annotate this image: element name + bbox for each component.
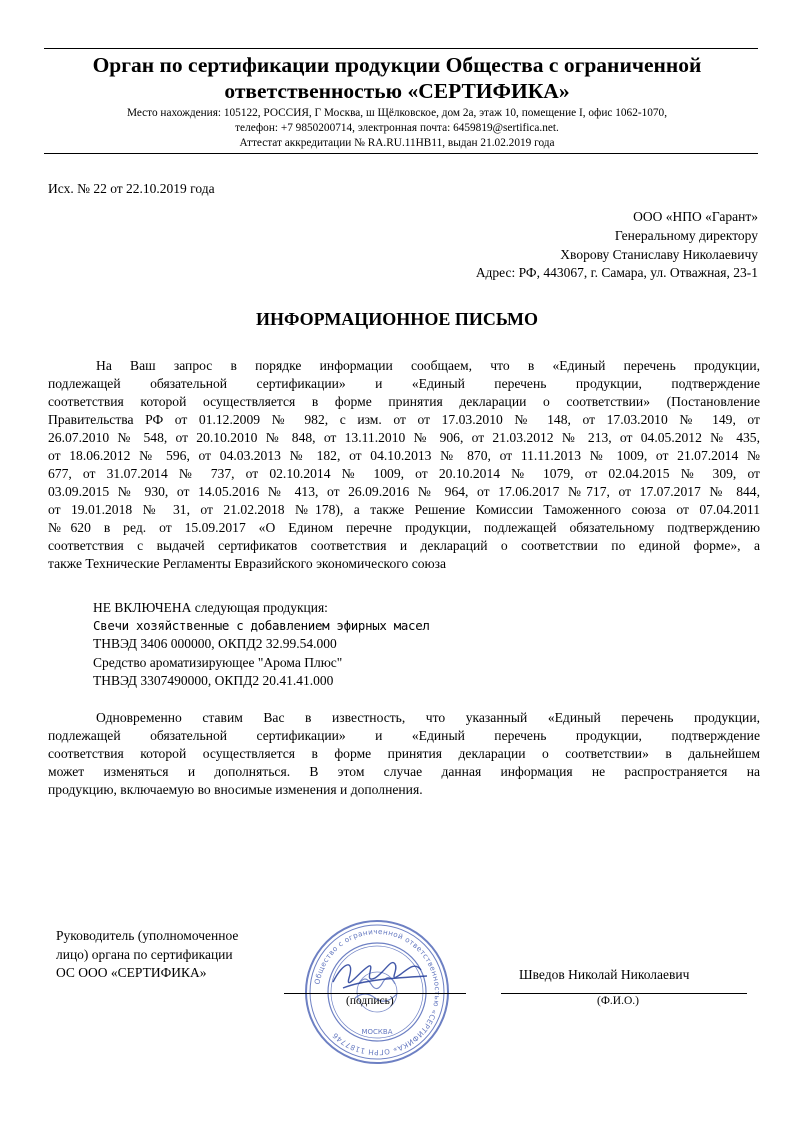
paragraph-1-line: также Технические Регламенты Евразийского экономического союза <box>48 556 447 571</box>
paragraph-2-line: подлежащей обязательной сертификации» и «Единый перечень продукции, подтверждение <box>48 728 760 743</box>
header-top-rule <box>44 48 758 49</box>
paragraph-1-line: На Ваш запрос в порядке информации сообщаем, что в «Единый перечень продукции, <box>96 358 760 373</box>
svg-text:МОСКВА: МОСКВА <box>361 1028 393 1036</box>
paragraph-1-line: 03.09.2015 № 930, от 14.05.2016 № 413, от 26.09.2016 № 964, от 17.06.2017 №717, от 17.07.2017 № 844, <box>48 484 760 499</box>
paragraph-2-line: продукцию, включаемую во вносимые изменения и дополнения. <box>48 782 423 797</box>
signer-name: Шведов Николай Николаевич <box>519 967 690 982</box>
addressee-company: ООО «НПО «Гарант» <box>633 209 758 224</box>
product-2-name: Средство ароматизирующее "Арома Плюс" <box>93 655 343 670</box>
accreditation-certificate: Аттестат аккредитации № RA.RU.11HB11, выдан 21.02.2019 года <box>239 137 555 149</box>
handwritten-signature <box>333 963 427 988</box>
organization-title-line2: ответственностью «СЕРТИФИКА» <box>224 79 570 103</box>
paragraph-2-line: может изменяться и дополняться. В этом случае данная информация не распространяется на <box>48 764 760 779</box>
paragraph-2-line: соответствия которой осуществляется в форме принятия декларации о соответствии» в дальнейшем <box>48 746 760 761</box>
letter-title: ИНФОРМАЦИОННОЕ ПИСЬМО <box>255 309 538 329</box>
signatory-role-line3: ОС ООО «СЕРТИФИКА» <box>56 965 207 980</box>
signature-line <box>284 993 466 994</box>
product-1-name: Свечи хозяйственные с добавлением эфирных масел <box>93 618 430 633</box>
paragraph-1-line: 26.07.2010 № 548, от 20.10.2010 № 848, от 13.11.2010 № 906, от 21.03.2012 № 213, от 04.05.2012 № 435, <box>48 430 760 445</box>
signature-caption: (подпись) <box>346 995 394 1007</box>
paragraph-1-line: от 19.01.2018 № 31, от 21.02.2018 №178), а также Решение Комиссии Таможенного союза от 07.04.2011 <box>48 502 760 517</box>
signatory-role-line2: лицо) органа по сертификации <box>56 947 233 962</box>
addressee-name: Хворову Станиславу Николаевичу <box>560 247 758 262</box>
product-1-codes: ТНВЭД 3406 000000, ОКПД2 32.99.54.000 <box>93 636 337 651</box>
header-bottom-rule <box>44 153 758 154</box>
paragraph-1-line: от 18.06.2012 № 596, от 04.03.2013 № 182, от 04.10.2013 № 870, от 11.11.2013 № 1009, от 21.07.2014 № <box>48 448 760 463</box>
paragraph-1-line: №620 в ред. от 15.09.2017 «О Едином перечне продукции, подлежащей обязательному подтверждению <box>48 520 760 535</box>
signatory-role-line1: Руководитель (уполномоченное <box>56 928 239 943</box>
paragraph-1-line: соответствия с выдачей сертификатов соответствия и деклараций о соответствии по единой форме», а <box>48 538 760 553</box>
paragraph-1-line: подлежащей обязательной сертификации» и «Единый перечень продукции, подтверждение <box>48 376 760 391</box>
svg-text:Общество с ограниченной ответс: Общество с ограниченной ответственностью «СЕРТИФИКА» ОГРН 1187746 <box>312 926 443 1058</box>
name-caption: (Ф.И.О.) <box>597 995 639 1007</box>
outgoing-reference: Исх. № 22 от 22.10.2019 года <box>48 181 215 196</box>
paragraph-1-line: соответствия которой осуществляется в форме принятия декларации о соответствии» (Постановление <box>48 394 760 409</box>
name-line <box>501 993 747 994</box>
paragraph-2-line: Одновременно ставим Вас в известность, что указанный «Единый перечень продукции, <box>96 710 760 725</box>
organization-title <box>40 52 754 104</box>
paragraph-1-line: Правительства РФ от 01.12.2009 № 982, с изм. от от 17.03.2010 № 148, от 17.03.2010 № 149, от <box>48 412 760 427</box>
product-2-codes: ТНВЭД 3307490000, ОКПД2 20.41.41.000 <box>93 673 334 688</box>
organization-seal <box>303 918 451 1066</box>
organization-contacts: телефон: +7 9850200714, электронная почта: 6459819@sertifica.net. <box>235 122 559 134</box>
addressee-address: Адрес: РФ, 443067, г. Самара, ул. Отважная, 23-1 <box>475 265 758 280</box>
addressee-position: Генеральному директору <box>614 228 758 243</box>
products-intro: НЕ ВКЛЮЧЕНА следующая продукция: <box>93 600 328 615</box>
paragraph-1-line: 677, от 31.07.2014 № 737, от 02.10.2014 № 1009, от 20.10.2014 № 1079, от 02.04.2015 № 309, от <box>48 466 760 481</box>
organization-address: Место нахождения: 105122, РОССИЯ, Г Москва, ш Щёлковское, дом 2а, этаж 10, помещение I, офис 1062-1070, <box>126 107 668 119</box>
organization-title-line1: Орган по сертификации продукции Общества с ограниченной <box>92 53 702 77</box>
